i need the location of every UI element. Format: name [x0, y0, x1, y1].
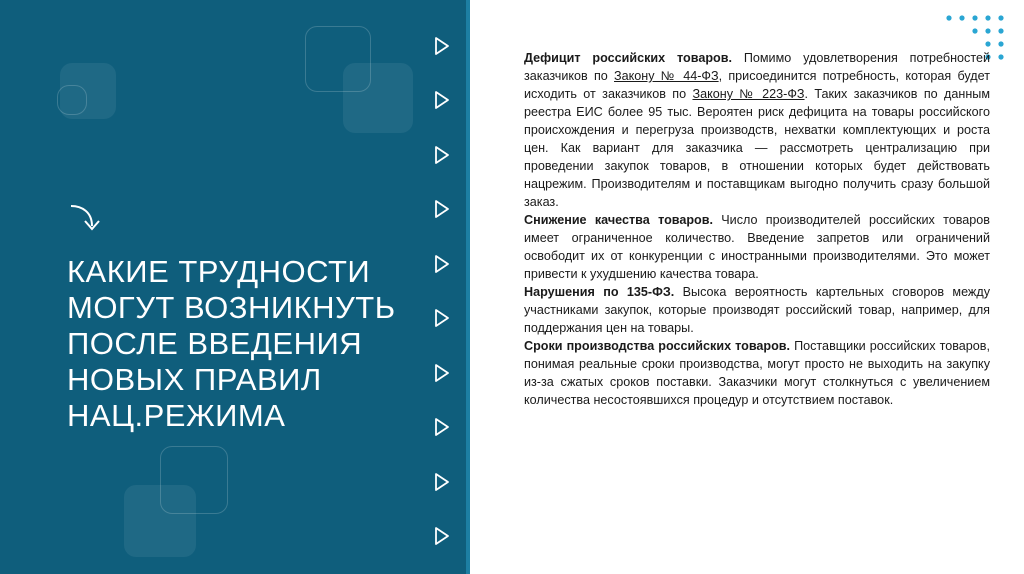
- play-icon: [434, 254, 450, 274]
- play-icon: [434, 472, 450, 492]
- paragraph-text: Высока вероятность картельных сговоров между участниками закупок, которые производят российский товар, например, для поддержания цен на товары.: [524, 285, 990, 335]
- play-icon: [434, 90, 450, 110]
- title-line: ПОСЛЕ ВВЕДЕНИЯ: [67, 326, 363, 361]
- play-icon: [434, 526, 450, 546]
- paragraph-heading: Дефицит российских товаров.: [524, 51, 732, 65]
- paragraph-deficit: [524, 49, 990, 211]
- paragraph-heading: Нарушения по 135-ФЗ.: [524, 285, 675, 299]
- paragraph-text: Число производителей российских товаров имеет ограниченное количество. Введение запретов или ограничений освободит их от конкуренции с иностранными производителями. Это может привести к ухудшению качества товара.: [524, 213, 990, 281]
- paragraph-heading: Сроки производства российских товаров.: [524, 339, 791, 353]
- title-line: МОГУТ ВОЗНИКНУТЬ: [67, 290, 396, 325]
- play-icon: [434, 145, 450, 165]
- law-44-link[interactable]: Закону № 44-ФЗ: [614, 69, 719, 83]
- decor-square: [124, 485, 196, 557]
- left-panel: [0, 0, 466, 574]
- title-line: НАЦ.РЕЖИМА: [67, 398, 286, 433]
- curved-arrow-icon: [68, 200, 102, 234]
- paragraph-heading: Снижение качества товаров.: [524, 213, 713, 227]
- play-icon: [434, 308, 450, 328]
- paragraph-quality: [524, 211, 990, 283]
- play-icon: [434, 363, 450, 383]
- paragraph-text: . Таких заказчиков по данным реестра ЕИС более 95 тыс. Вероятен риск дефицита на товары российского происхождения и перегруза производств, нехватки комплектующих и роста цен. Как вариант для заказчика — рассмотреть централизацию при проведении закупок товаров, в отношении которых будет действовать нацрежим. Производителям и поставщикам выгодно получить сразу большой заказ.: [524, 87, 990, 209]
- play-icon: [434, 36, 450, 56]
- paragraph-terms: [524, 337, 990, 409]
- play-icon: [434, 199, 450, 219]
- paragraph-text: , присоединится потребность, которая будет исходить от заказчиков по: [524, 69, 990, 101]
- slide-title: [67, 254, 407, 434]
- play-icon-column: [430, 0, 454, 574]
- title-line: КАКИЕ ТРУДНОСТИ: [67, 254, 371, 289]
- paragraph-violations: [524, 283, 990, 337]
- paragraph-text: Поставщики российских товаров, понимая реальные сроки производства, могут просто не выходить на закупку из-за сжатых сроков поставки. Заказчики могут столкнуться с увеличением количества несостоявшихся процедур и отсутствием поставок.: [524, 339, 990, 407]
- title-line: НОВЫХ ПРАВИЛ: [67, 362, 322, 397]
- decor-square: [343, 63, 413, 133]
- decor-square: [57, 85, 87, 115]
- divider-stripe: [466, 0, 470, 574]
- play-icon: [434, 417, 450, 437]
- paragraph-text: Помимо удовлетворения потребностей заказчиков по: [524, 51, 990, 83]
- law-223-link[interactable]: Закону № 223-ФЗ: [692, 87, 805, 101]
- content-text: [524, 49, 990, 409]
